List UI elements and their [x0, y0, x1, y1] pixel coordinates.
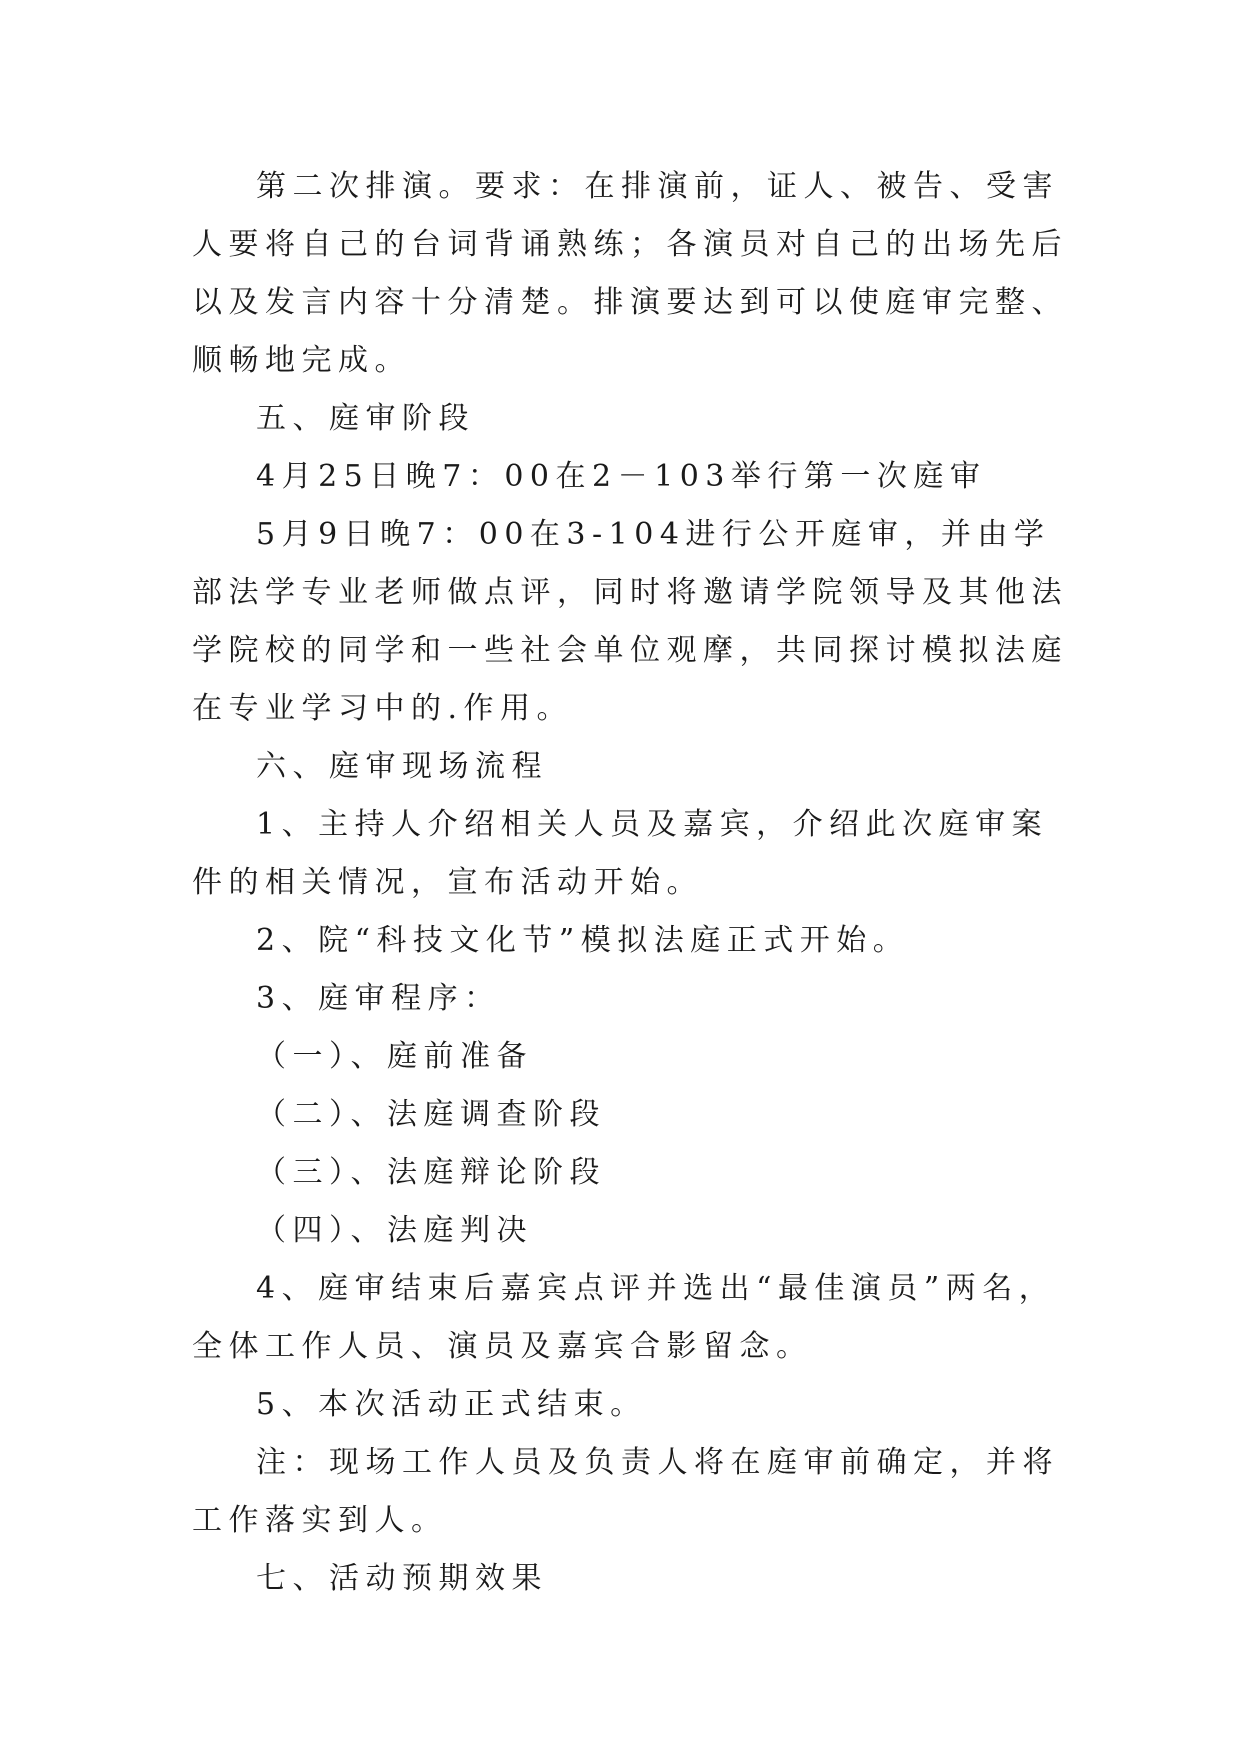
sub-item-debate: （三）、法庭辩论阶段 [256, 1155, 606, 1190]
paragraph-first-trial: 4月25日晚7：00在2－103举行第一次庭审 [256, 459, 987, 494]
list-item-step-5: 5、本次活动正式结束。 [256, 1387, 647, 1422]
paragraph-note: 注：现场工作人员及负责人将在庭审前确定，并将工作落实到人。 [192, 1445, 1059, 1538]
list-item-step-3: 3、庭审程序： [256, 981, 501, 1016]
sub-item-pretrial-preparation: （一）、庭前准备 [256, 1039, 533, 1074]
section-heading-trial-stage: 五、庭审阶段 [256, 401, 475, 436]
section-heading-expected-effect: 七、活动预期效果 [256, 1561, 548, 1596]
paragraph-rehearsal-requirements: 第二次排演。要求：在排演前，证人、被告、受害人要将自己的台词背诵熟练；各演员对自己的出场先后以及发言内容十分清楚。排演要达到可以使庭审完整、顺畅地完成。 [192, 169, 1068, 378]
list-item-step-1: 1、主持人介绍相关人员及嘉宾，介绍此次庭审案件的相关情况，宣布活动开始。 [192, 807, 1049, 900]
section-heading-trial-process: 六、庭审现场流程 [256, 749, 548, 784]
list-item-step-2: 2、院“科技文化节”模拟法庭正式开始。 [256, 923, 910, 958]
sub-item-investigation: （二）、法庭调查阶段 [256, 1097, 606, 1132]
paragraph-public-trial: 5月9日晚7：00在3-104进行公开庭审，并由学部法学专业老师做点评，同时将邀请学院领导及其他法学院校的同学和一些社会单位观摩，共同探讨模拟法庭在专业学习中的.作用。 [192, 517, 1068, 726]
document-body [192, 158, 1072, 1608]
sub-item-judgment: （四）、法庭判决 [256, 1213, 533, 1248]
list-item-step-4: 4、庭审结束后嘉宾点评并选出“最佳演员”两名，全体工作人员、演员及嘉宾合影留念。 [192, 1271, 1056, 1364]
